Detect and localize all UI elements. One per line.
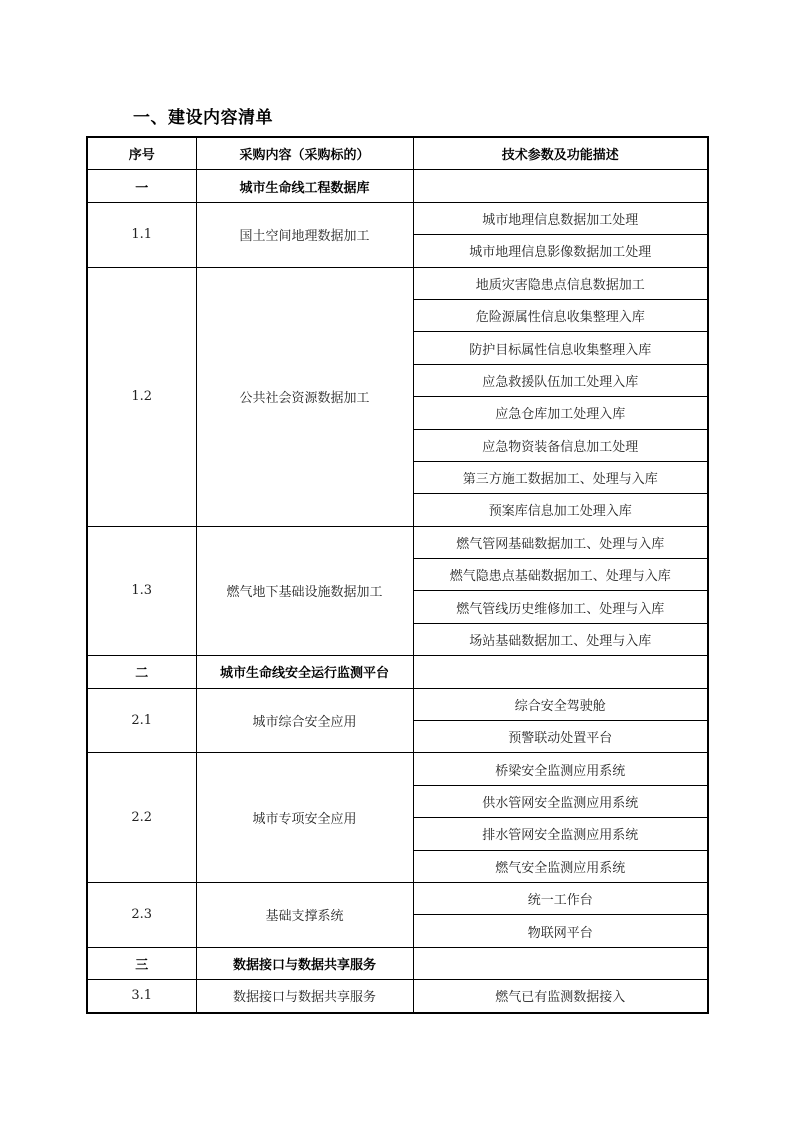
section-specs-empty <box>413 656 708 688</box>
table-row <box>87 267 708 299</box>
item-spec: 场站基础数据加工、处理与入库 <box>413 623 708 655</box>
header-content: 采购内容（采购标的） <box>196 137 413 170</box>
section-name: 城市生命线工程数据库 <box>196 170 413 202</box>
item-no: 3.1 <box>87 980 196 1013</box>
section-no: 一 <box>87 170 196 202</box>
item-spec: 应急仓库加工处理入库 <box>413 397 708 429</box>
section-name: 数据接口与数据共享服务 <box>196 947 413 979</box>
item-spec: 物联网平台 <box>413 915 708 947</box>
item-no: 2.2 <box>87 753 196 883</box>
item-spec: 危险源属性信息收集整理入库 <box>413 299 708 331</box>
item-no: 1.3 <box>87 526 196 656</box>
item-content: 数据接口与数据共享服务 <box>196 980 413 1013</box>
section-row <box>87 947 708 979</box>
section-no: 二 <box>87 656 196 688</box>
item-content: 公共社会资源数据加工 <box>196 267 413 526</box>
table-row <box>87 202 708 234</box>
item-no: 1.2 <box>87 267 196 526</box>
section-specs-empty <box>413 947 708 979</box>
item-spec: 燃气管网基础数据加工、处理与入库 <box>413 526 708 558</box>
item-spec: 城市地理信息数据加工处理 <box>413 202 708 234</box>
table-row <box>87 688 708 720</box>
item-content: 城市专项安全应用 <box>196 753 413 883</box>
header-specs: 技术参数及功能描述 <box>413 137 708 170</box>
item-spec: 应急救援队伍加工处理入库 <box>413 364 708 396</box>
item-spec: 排水管网安全监测应用系统 <box>413 818 708 850</box>
item-spec: 城市地理信息影像数据加工处理 <box>413 235 708 267</box>
item-spec: 第三方施工数据加工、处理与入库 <box>413 461 708 493</box>
item-spec: 应急物资装备信息加工处理 <box>413 429 708 461</box>
item-spec: 燃气已有监测数据接入 <box>413 980 708 1013</box>
item-spec: 供水管网安全监测应用系统 <box>413 785 708 817</box>
item-spec: 预警联动处置平台 <box>413 721 708 753</box>
item-spec: 桥梁安全监测应用系统 <box>413 753 708 785</box>
section-name: 城市生命线安全运行监测平台 <box>196 656 413 688</box>
table-row <box>87 526 708 558</box>
item-spec: 地质灾害隐患点信息数据加工 <box>413 267 708 299</box>
table-row <box>87 882 708 914</box>
section-no: 三 <box>87 947 196 979</box>
item-no: 2.1 <box>87 688 196 753</box>
item-spec: 防护目标属性信息收集整理入库 <box>413 332 708 364</box>
item-no: 2.3 <box>87 882 196 947</box>
item-content: 城市综合安全应用 <box>196 688 413 753</box>
table-row <box>87 980 708 1013</box>
item-spec: 燃气隐患点基础数据加工、处理与入库 <box>413 559 708 591</box>
section-row <box>87 170 708 202</box>
item-content: 基础支撑系统 <box>196 882 413 947</box>
section-row <box>87 656 708 688</box>
item-spec: 燃气管线历史维修加工、处理与入库 <box>413 591 708 623</box>
item-spec: 综合安全驾驶舱 <box>413 688 708 720</box>
item-spec: 预案库信息加工处理入库 <box>413 494 708 526</box>
page-title: 一、建设内容清单 <box>133 108 273 128</box>
item-no: 1.1 <box>87 202 196 267</box>
item-spec: 燃气安全监测应用系统 <box>413 850 708 882</box>
table-row <box>87 753 708 785</box>
header-no: 序号 <box>87 137 196 170</box>
item-spec: 统一工作台 <box>413 882 708 914</box>
construction-content-table <box>86 136 709 1014</box>
item-content: 国土空间地理数据加工 <box>196 202 413 267</box>
item-content: 燃气地下基础设施数据加工 <box>196 526 413 656</box>
section-specs-empty <box>413 170 708 202</box>
table-header-row <box>87 137 708 170</box>
